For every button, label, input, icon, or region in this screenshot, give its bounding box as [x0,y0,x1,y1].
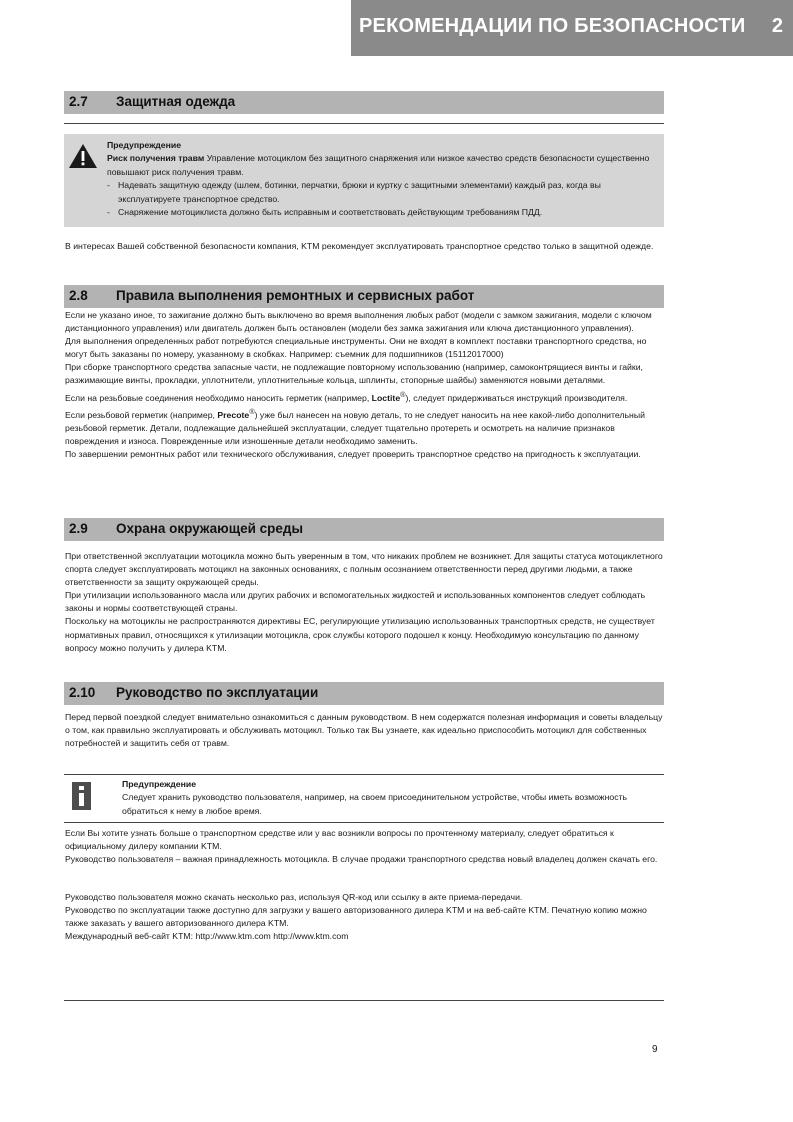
paragraph: Перед первой поездкой следует внимательно ознакомиться с данным руководством. В нем содержатся полезная информация и советы владельцу о том, как правильно эксплуатировать и обслуживать мотоцикл. Только так Вы узнаете, как идеально приспособить мотоцикл для собственных потребностей и защитить себя от травм. [65,712,663,749]
chapter-title: РЕКОМЕНДАЦИИ ПО БЕЗОПАСНОСТИ [359,15,746,37]
section-2-10-heading [64,682,664,705]
info-heading: Предупреждение [122,779,197,789]
section-2-8-body [65,309,663,461]
text-run: Если резьбовой герметик (например, [65,409,218,420]
paragraph: Для выполнения определенных работ потребуются специальные инструменты. Они не входят в комплект поставки транспортного средства, но могут быть заказаны по номеру, указанному в скобках. Например: съемник для подшипников (15112017000) [65,336,647,360]
section-2-10-body-b [65,891,663,943]
section-title: Руководство по эксплуатации [116,685,319,700]
paragraph: При утилизации использованного масла или других рабочих и вспомогательных жидкостей и использованных компонентов следует соблюдать законы и нормы соответствующей страны. [65,590,646,614]
text-run: ), следует придерживаться инструкций производителя. [405,392,628,403]
brand-precote: Precote [217,409,250,420]
paragraph: Руководство по эксплуатации также доступно для загрузки у вашего авторизованного дилера KTM и на веб-сайте KTM. Печатную копию можно также заказать у вашего авторизованного дилера KTM. [65,905,647,929]
info-note-box [64,774,664,823]
section-2-9-body [65,550,663,655]
chapter-number: 2 [771,15,783,37]
chapter-header [351,0,793,56]
paragraph: Если не указано иное, то зажигание должно быть выключено во время выполнения любых работ (модели с замком зажигания, модели с ключом дистанционного управления) или двигатель должен быть остановлен (модели без замка зажигания или ключа дистанционного управления). [65,310,652,334]
section-number: 2.9 [69,521,88,536]
brand-loctite: Loctite [371,392,401,403]
section-title: Правила выполнения ремонтных и сервисных работ [116,288,475,303]
paragraph: Международный веб-сайт KTM: http://www.ktm.com http://www.ktm.com [65,931,349,942]
warning-heading: Предупреждение [107,140,182,150]
info-divider [64,822,664,823]
paragraph: Поскольку на мотоциклы не распространяются директивы ЕС, регулирующие утилизацию использованных транспортных средств, не существует нормативных правил, относящихся к утилизации мотоцикла, срок службы которого подошел к концу. Необходимую консультацию по данному вопросу можно получить у дилера KTM. [65,616,655,653]
section-2-7-body [65,240,663,253]
paragraph: При ответственной эксплуатации мотоцикла можно быть уверенным в том, что никаких проблем не возникнет. Для защиты статуса мотоциклетного спорта следует эксплуатировать мотоцикл на законных основаниях, с полным осознанием ответственности перед другими людьми, а также ответственности за защиту окружающей среды. [65,551,663,588]
warning-risk [107,152,657,179]
section-divider [64,123,664,124]
info-text: Следует хранить руководство пользователя, например, на своем присоединительном устройстве, чтобы иметь возможность обратиться к нему в любое время. [122,792,628,816]
registered-mark: ® [249,406,255,416]
warning-bullet: - Надевать защитную одежду (шлем, ботинки, перчатки, брюки и куртку с защитными элементами) каждый раз, когда вы эксплуатируете транспортное средство. [107,179,657,206]
section-2-10-body-a [65,827,663,866]
info-content [122,778,657,818]
paragraph: Если Вы хотите узнать больше о транспортном средстве или у вас возникли вопросы по прочтенному материалу, следует обратиться к официальному дилеру компании KTM. [65,828,614,852]
warning-bullets [107,179,657,219]
paragraph: По завершении ремонтных работ или технического обслуживания, следует проверить транспортное средство на пригодность к эксплуатации. [65,448,641,459]
paragraph [65,405,663,448]
section-number: 2.7 [69,94,88,109]
section-2-9-heading [64,518,664,541]
section-title: Защитная одежда [116,94,236,109]
warning-triangle-icon [68,142,98,170]
section-number: 2.8 [69,288,88,303]
warning-box [64,134,664,227]
paragraph: При сборке транспортного средства запасные части, не подлежащие повторному использованию (например, самоконтрящиеся винты и гайки, разжимающие винты, прокладки, уплотнители, уплотнительные кольца, шплинты, стопорные шайбы) заменяются новыми деталями. [65,362,643,386]
paragraph: Руководство пользователя – важная принадлежность мотоцикла. В случае продажи транспортного средства новый владелец должен скачать его. [65,854,658,865]
paragraph [65,388,663,405]
bottom-divider [64,1000,664,1001]
risk-label: Риск получения травм [107,153,205,164]
info-icon [72,782,91,810]
section-2-7-heading [64,91,664,114]
text-run: Если на резьбовые соединения необходимо наносить герметик (например, [65,392,372,403]
paragraph: Руководство пользователя можно скачать несколько раз, используя QR-код или ссылку в акте приема-передачи. [65,892,523,902]
section-2-10-intro [65,711,663,750]
warning-bullet: - Снаряжение мотоциклиста должно быть исправным и соответствовать действующим требованиям ПДД. [107,206,657,219]
paragraph: В интересах Вашей собственной безопасности компания, KTM рекомендует эксплуатировать транспортное средство только в защитной одежде. [65,241,654,251]
warning-content [107,139,657,219]
section-number: 2.10 [69,685,96,700]
page-number: 9 [652,1044,658,1055]
section-title: Охрана окружающей среды [116,521,304,536]
risk-text: Управление мотоциклом без защитного снаряжения или низкое качество средств безопасности существенно повышают риск получения травм. [107,153,650,177]
text-run: ) уже был нанесен на новую деталь, то не следует наносить на нее какой-либо дополнительный резьбовой герметик. Детали, подлежащие дальнейшей эксплуатации, следует тщательно протереть и осмотреть на наличие признаков повреждения и износа. Поврежденные или изношенные детали необходимо заменить. [65,409,645,446]
registered-mark: ® [400,389,406,399]
section-2-8-heading [64,285,664,308]
